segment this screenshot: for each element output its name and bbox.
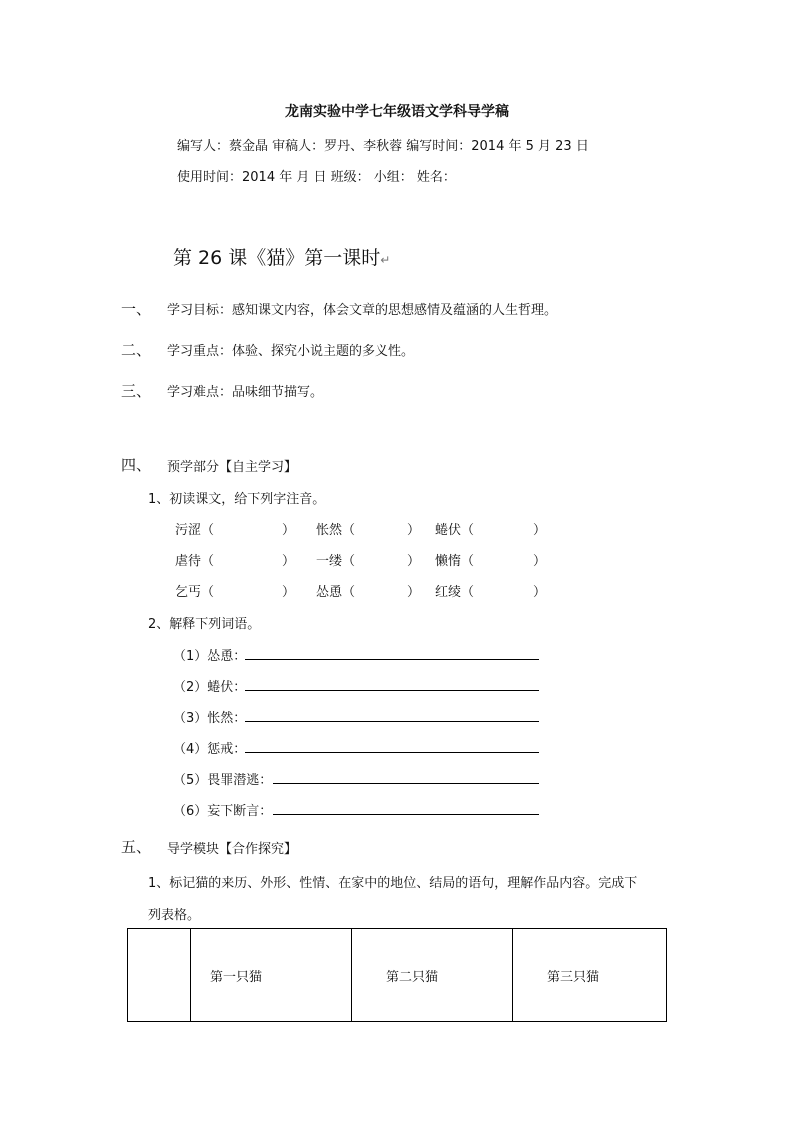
- word-item-close: ）: [282, 554, 296, 569]
- word-item-close: ）: [407, 585, 421, 600]
- table-header-cat-3: 第三只猫: [513, 929, 667, 1022]
- answer-line[interactable]: [245, 659, 539, 660]
- word-item: 虐待（: [175, 554, 215, 569]
- word-item-close: ）: [282, 585, 296, 600]
- word-item-close: ）: [533, 585, 547, 600]
- word-item-close: ）: [282, 523, 296, 538]
- word-item: 怂恿（: [316, 585, 356, 600]
- answer-line[interactable]: [245, 752, 539, 753]
- table-header-cat-1: 第一只猫: [191, 929, 352, 1022]
- explore-question-1-cont: 列表格。: [148, 908, 201, 923]
- term-label: （5）畏罪潜逃：: [173, 773, 273, 788]
- explore-heading: 导学模块【合作探究】: [167, 842, 298, 857]
- term-label: （6）妄下断言：: [173, 804, 273, 819]
- term-label: （3）怅然：: [173, 711, 247, 726]
- return-mark-icon: ↵: [380, 253, 391, 267]
- table-header-cat-2: 第二只猫: [352, 929, 513, 1022]
- explore-question-1: 1、标记猫的来历、外形、性情、在家中的地位、结局的语句，理解作品内容。完成下: [148, 876, 638, 891]
- section-number-2: 二、: [121, 341, 152, 359]
- prestudy-question-2: 2、解释下列词语。: [148, 617, 261, 632]
- learning-focus: 学习重点：体验、探究小说主题的多义性。: [167, 344, 415, 359]
- word-item: 一缕（: [316, 554, 356, 569]
- cat-comparison-table: [127, 928, 667, 1022]
- word-item: 污涩（: [175, 523, 215, 538]
- term-label: （2）蜷伏：: [173, 680, 247, 695]
- lesson-title-text: 第 26 课《猫》第一课时: [173, 247, 381, 269]
- section-number-3: 三、: [121, 382, 152, 400]
- term-label: （1）怂恿：: [173, 649, 247, 664]
- answer-line[interactable]: [245, 690, 539, 691]
- answer-line[interactable]: [273, 783, 539, 784]
- word-item-close: ）: [533, 554, 547, 569]
- prestudy-question-1: 1、初读课文，给下列字注音。: [148, 492, 326, 507]
- learning-goal: 学习目标：感知课文内容，体会文章的思想感情及蕴涵的人生哲理。: [167, 303, 558, 318]
- word-item: 蜷伏（: [435, 523, 475, 538]
- word-item-close: ）: [407, 554, 421, 569]
- table-header-empty: [128, 929, 191, 1022]
- table-row: [128, 929, 667, 1022]
- section-number-1: 一、: [121, 300, 152, 318]
- usage-info-line: 使用时间：2014 年 月 日 班级： 小组： 姓名：: [177, 170, 456, 185]
- term-label: （4）惩戒：: [173, 742, 247, 757]
- section-number-4: 四、: [121, 456, 152, 474]
- word-item: 乞丐（: [175, 585, 215, 600]
- word-item-close: ）: [407, 523, 421, 538]
- answer-line[interactable]: [245, 721, 539, 722]
- prestudy-heading: 预学部分【自主学习】: [167, 460, 298, 475]
- lesson-title: [173, 243, 390, 270]
- answer-line[interactable]: [273, 814, 539, 815]
- page-title: 龙南实验中学七年级语文学科导学稿: [285, 104, 509, 120]
- word-item: 红绫（: [435, 585, 475, 600]
- word-item: 懒惰（: [435, 554, 475, 569]
- word-item: 怅然（: [316, 523, 356, 538]
- section-number-5: 五、: [121, 838, 152, 856]
- learning-difficulty: 学习难点：品味细节描写。: [167, 385, 324, 400]
- author-info-line: 编写人：蔡金晶 审稿人：罗丹、李秋蓉 编写时间：2014 年 5 月 23 日: [177, 139, 589, 154]
- word-item-close: ）: [533, 523, 547, 538]
